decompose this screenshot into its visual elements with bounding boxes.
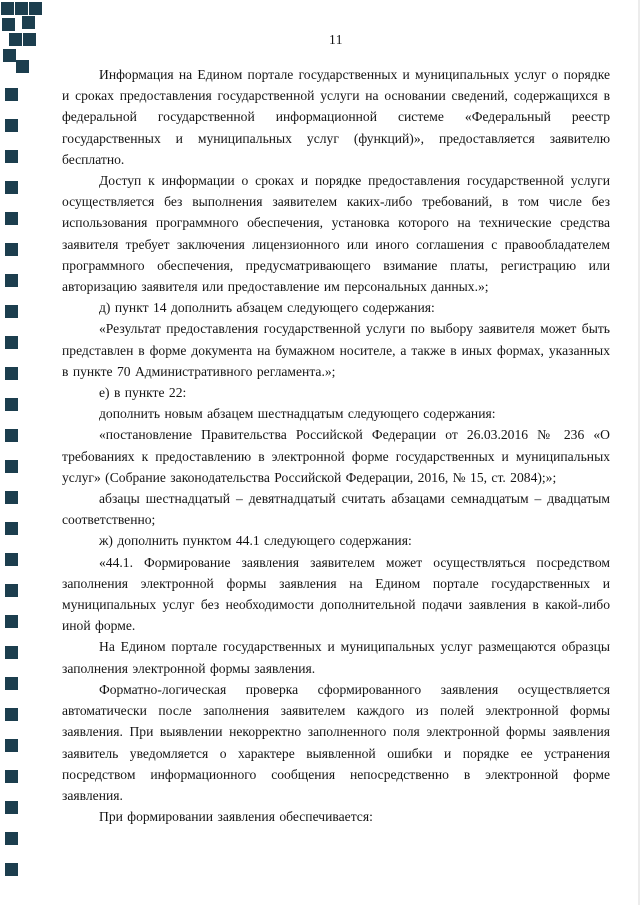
paragraph-postanovlenie: «постановление Правительства Российской Федерации от 26.03.2016 № 236 «О требованиях к предоставлению в электронной форме государственных и муниципальных услуг» (Собрание законодательства Российской Федерации, 2016, № 15, ст. 2084);»; [62,427,610,485]
paragraph-item-zh: ж) дополнить пунктом 44.1 следующего содержания: [99,533,412,549]
left-edge-checker-decoration [1,2,14,15]
paragraph-result-form: «Результат предоставления государственной услуги по выбору заявителя может быть представлен в форме документа на бумажном носителе, а также в иных формах, указанных в пункте 70 Административного регламента.»; [62,321,610,379]
paragraph-format-check: Форматно-логическая проверка сформированного заявления осуществляется автоматически после заполнения заявителем каждого из полей электронной формы заявления. При выявлении некорректно заполненного поля электронной формы заявления заявитель уведомляется о характере выявленной ошибки и порядке ее устранения посредством информационного сообщения непосредственно в электронной форме заявления. [62,681,610,803]
document-body [62,32,610,827]
page-number: 11 [329,32,343,47]
paragraph-info-portal: Информация на Едином портале государственных и муниципальных услуг о порядке и сроках предоставления государственной услуги на основании сведений, содержащихся в федеральной государственной информационной системе «Федеральный реестр государственных и муниципальных услуг (функций)», предоставляется заявителю бесплатно. [62,67,610,167]
left-edge-squares-decoration [5,88,18,891]
paragraph-item-d: д) пункт 14 дополнить абзацем следующего содержания: [99,300,435,316]
paragraph-add-abzac: дополнить новым абзацем шестнадцатым следующего содержания: [99,406,496,422]
paragraph-samples: На Едином портале государственных и муниципальных услуг размещаются образцы заполнения электронной формы заявления. [62,639,610,676]
paragraph-item-e: е) в пункте 22: [99,385,187,401]
paragraph-renumber-abzacy: абзацы шестнадцатый – девятнадцатый считать абзацами семнадцатым – двадцатым соответственно; [62,491,610,528]
paragraph-formation-provides: При формировании заявления обеспечивается: [99,809,373,825]
paragraph-44-1: «44.1. Формирование заявления заявителем может осуществляться посредством заполнения электронной формы заявления на Едином портале государственных и муниципальных услуг без необходимости дополнительной подачи заявления в какой-либо иной форме. [62,554,610,634]
paragraph-access-info: Доступ к информации о сроках и порядке предоставления государственной услуги осуществляется без выполнения заявителем каких-либо требований, в том числе без использования программного обеспечения, установка которого на технические средства заявителя требует заключения лицензионного или иного соглашения с правообладателем программного обеспечения, предусматривающего взимание платы, регистрацию или авторизацию заявителя или предоставление им персональных данных.»; [62,173,610,295]
